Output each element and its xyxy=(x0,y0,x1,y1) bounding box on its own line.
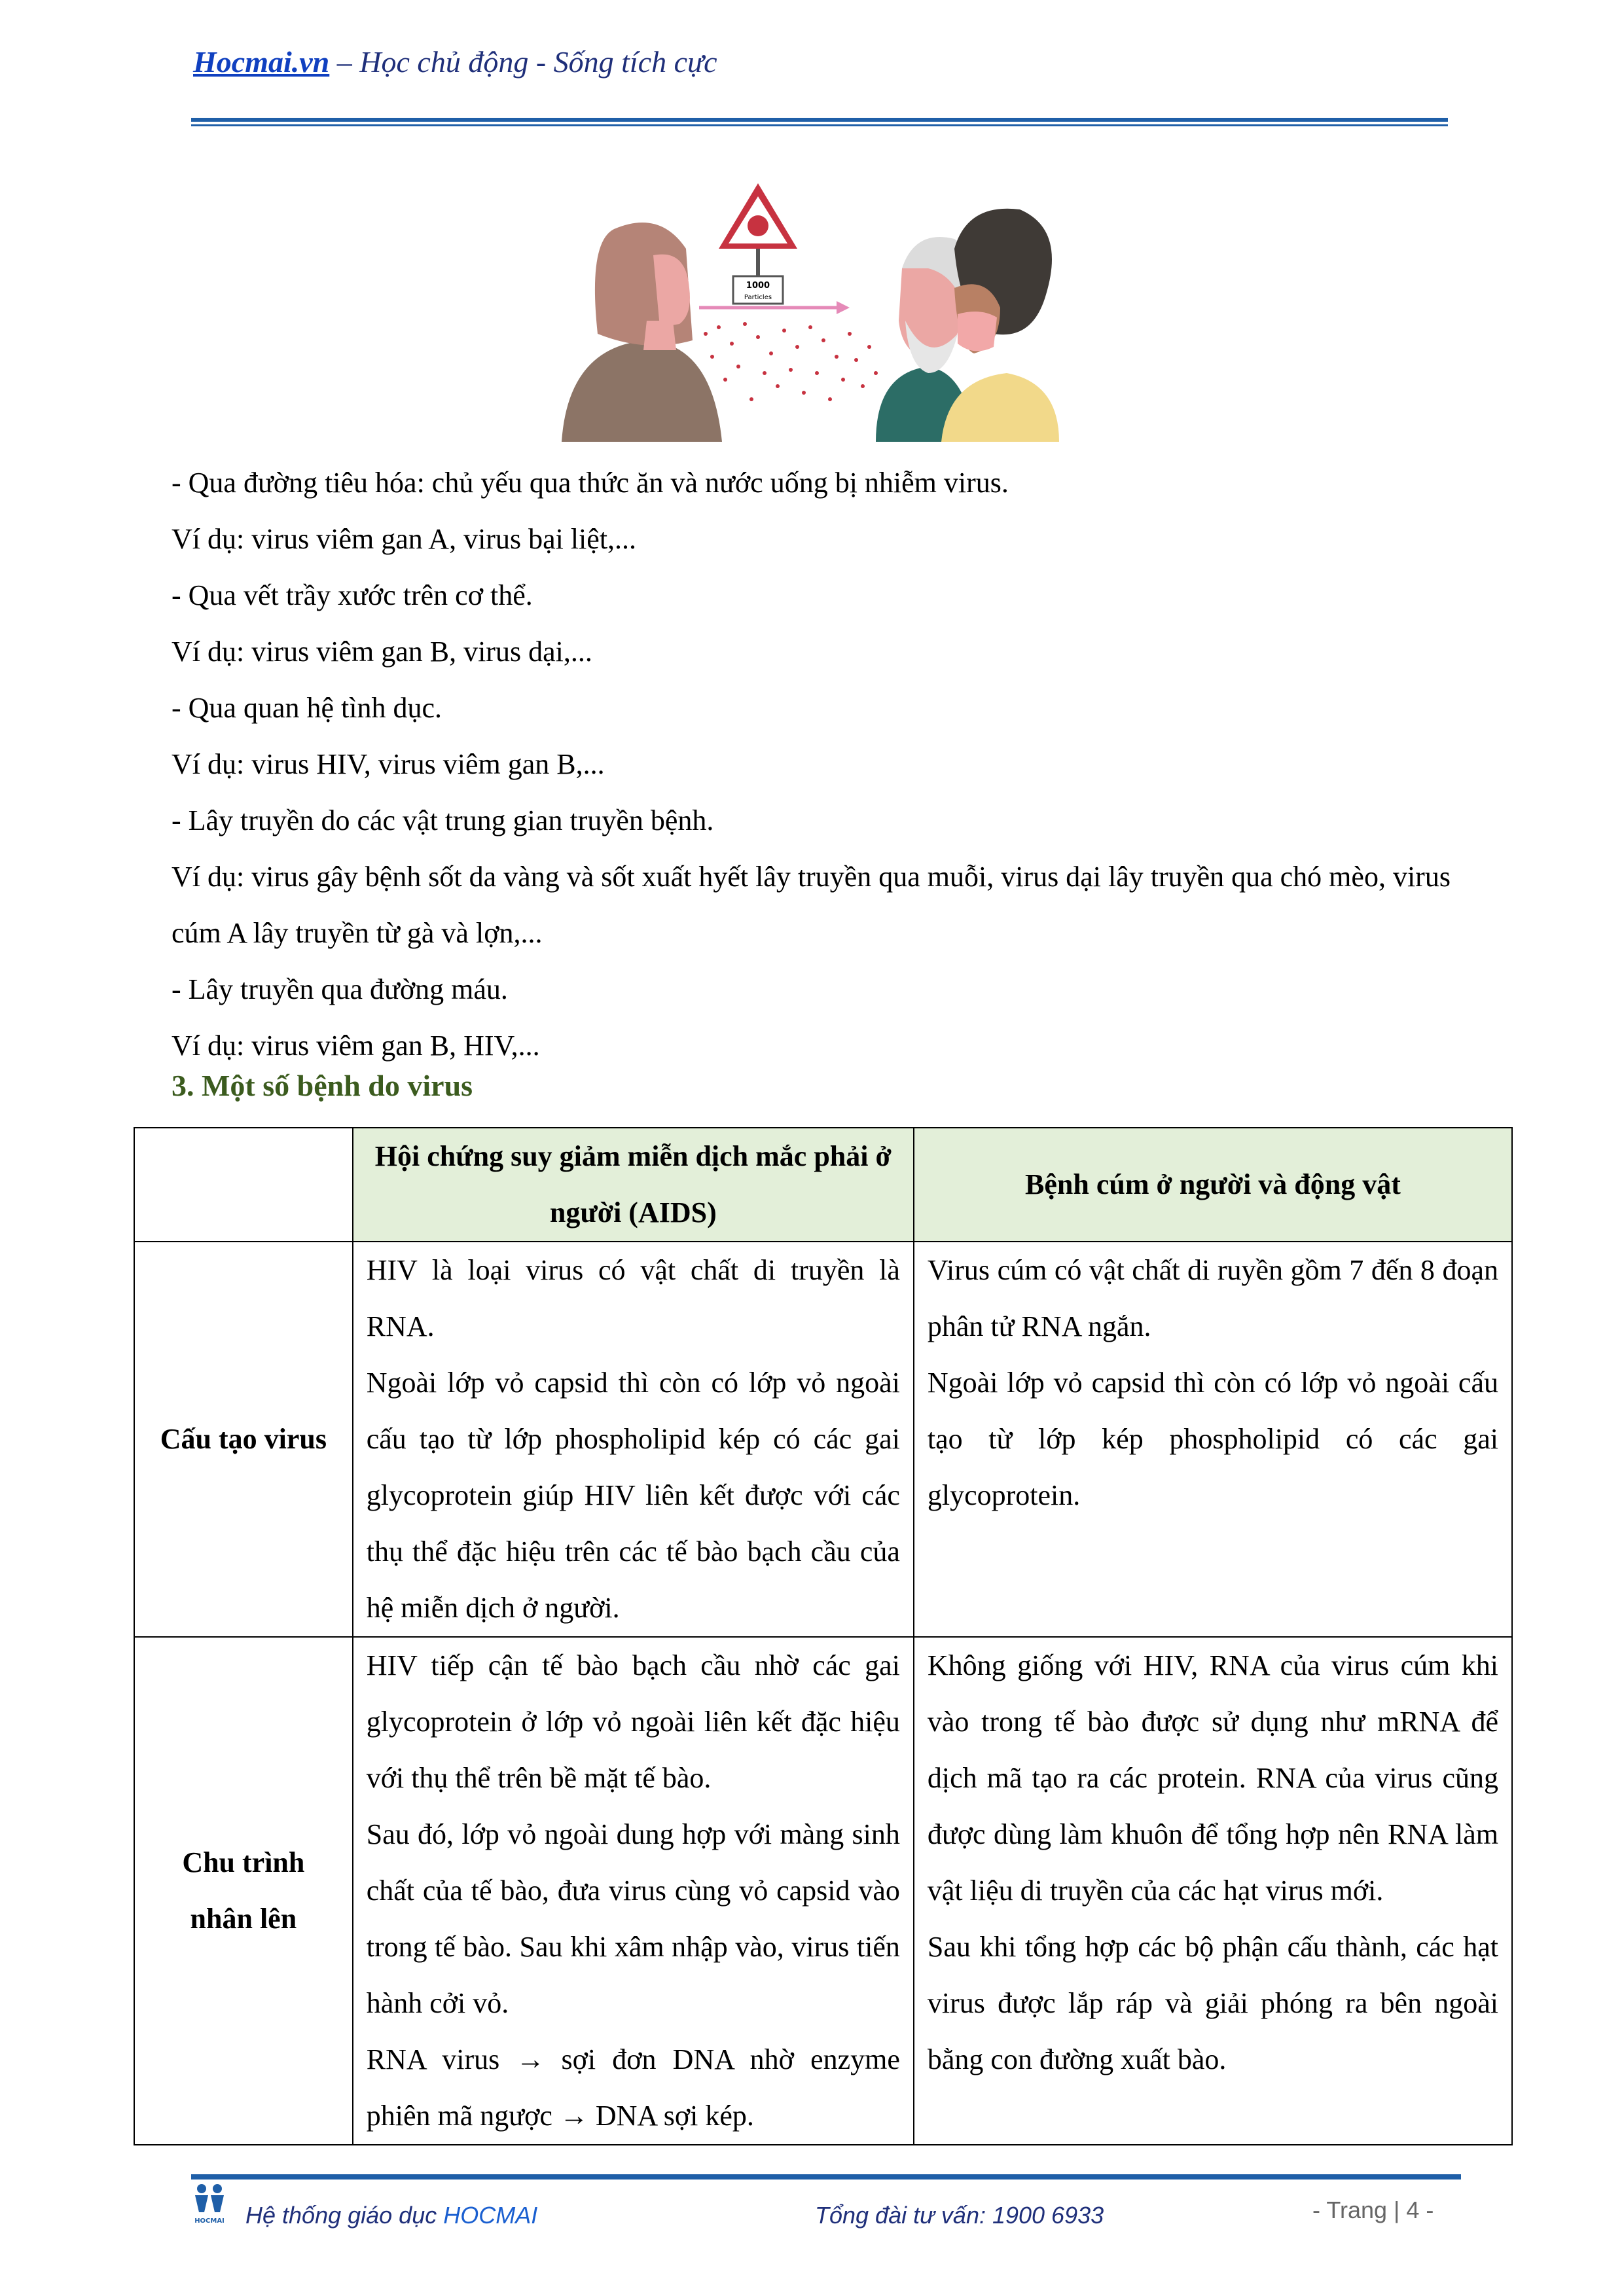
cell-paragraph: HIV là loại virus có vật chất di truyền là RNA. xyxy=(366,1254,900,1342)
site-link[interactable]: Hocmai.vn xyxy=(193,45,330,79)
cell-paragraph: Virus cúm có vật chất di ruyền gồm 7 đến 8 đoạn phân tử RNA ngắn. xyxy=(927,1254,1498,1342)
table-row xyxy=(134,1242,1512,1637)
hocmai-logo-icon xyxy=(190,2179,229,2225)
paragraph: Ví dụ: virus gây bệnh sốt da vàng và sốt xuất hyết lây truyền qua muỗi, virus dại lây truyền qua chó mèo, virus cúm A lây truyền từ gà và lợn,... xyxy=(171,861,1451,949)
paragraph: - Qua vết trầy xước trên cơ thể. xyxy=(171,579,533,611)
particles xyxy=(704,322,891,401)
body-text xyxy=(171,455,1474,1074)
paragraph: Ví dụ: virus HIV, virus viêm gan B,... xyxy=(171,748,605,780)
warning-sign xyxy=(719,183,797,304)
row-label-structure: Cấu tạo virus xyxy=(134,1242,353,1637)
sign-number: 1000 xyxy=(746,281,770,291)
footer-brand: HOCMAI xyxy=(443,2202,538,2229)
woman-body xyxy=(562,340,722,442)
row-label-replication: Chu trình nhân lên xyxy=(134,1637,353,2145)
footer-prefix: Hệ thống giáo dục xyxy=(245,2202,444,2229)
logo-text: HOCMAI xyxy=(194,2217,225,2225)
table-cell xyxy=(353,1637,914,2145)
cell-paragraph: Ngoài lớp vỏ capsid thì còn có lớp vỏ ngoài cấu tạo từ lớp kép phospholipid có các gai glycoprotein. xyxy=(927,1367,1498,1511)
page-number: - Trang | 4 - xyxy=(1312,2197,1434,2223)
paragraph: - Qua quan hệ tình dục. xyxy=(171,692,442,724)
paragraph: - Lây truyền qua đường máu. xyxy=(171,973,508,1005)
header-rule xyxy=(191,118,1448,122)
table-header-aids: Hội chứng suy giảm miễn dịch mắc phải ở người (AIDS) xyxy=(353,1128,914,1242)
cell-paragraph: Sau khi tổng hợp các bộ phận cấu thành, các hạt virus được lắp ráp và giải phóng ra bên ngoài bằng con đường xuất bào. xyxy=(927,1931,1498,2075)
table-header-flu: Bệnh cúm ở người và động vật xyxy=(914,1128,1512,1242)
footer-hotline: Tổng đài tư vấn: 1900 6933 xyxy=(815,2202,1104,2229)
paragraph: - Lây truyền do các vật trung gian truyền bệnh. xyxy=(171,804,714,836)
woman2-body xyxy=(941,373,1059,442)
cell-paragraph: Không giống với HIV, RNA của virus cúm khi vào trong tế bào được sử dụng như mRNA để dịch mã tạo ra các protein. RNA của virus cũng được dùng làm khuôn để tổng hợp nên RNA làm vật liệu di truyền của các hạt virus mới. xyxy=(927,1649,1498,1907)
section-heading: 3. Một số bệnh do virus xyxy=(171,1069,473,1102)
table-cell xyxy=(353,1242,914,1637)
slogan: – Học chủ động - Sống tích cực xyxy=(329,45,717,79)
table-cell xyxy=(914,1637,1512,2145)
paragraph: - Qua đường tiêu hóa: chủ yếu qua thức ăn và nước uống bị nhiễm virus. xyxy=(171,467,1009,499)
table-row xyxy=(134,1637,1512,2145)
table-cell xyxy=(914,1242,1512,1637)
paragraph: Ví dụ: virus viêm gan B, HIV,... xyxy=(171,1030,540,1062)
paragraph: Ví dụ: virus viêm gan B, virus dại,... xyxy=(171,636,592,668)
cell-paragraph: HIV tiếp cận tế bào bạch cầu nhờ các gai glycoprotein ở lớp vỏ ngoài liên kết đặc hiệu với thụ thể trên bề mặt tế bào. xyxy=(366,1649,900,1794)
header-brand xyxy=(193,45,717,79)
cell-paragraph: RNA virus → sợi đơn DNA nhờ enzyme phiên mã ngược → DNA sợi kép. xyxy=(366,2043,900,2132)
paragraph: Ví dụ: virus viêm gan A, virus bại liệt,... xyxy=(171,523,637,555)
header-rule-thin xyxy=(191,124,1448,126)
woman2-mask xyxy=(958,312,997,351)
cell-paragraph: Ngoài lớp vỏ capsid thì còn có lớp vỏ ngoài cấu tạo từ lớp phospholipid kép có các gai glycoprotein giúp HIV liên kết được với các thụ thể đặc hiệu trên các tế bào bạch cầu của hệ miễn dịch ở người. xyxy=(366,1367,900,1624)
table-header-empty xyxy=(134,1128,353,1242)
table-header-row xyxy=(134,1128,1512,1242)
virus-comparison-table xyxy=(134,1127,1513,2145)
virus-transmission-illustration xyxy=(562,177,1066,442)
footer-rule xyxy=(191,2174,1461,2179)
footer-organization xyxy=(245,2202,537,2229)
cell-paragraph: Sau đó, lớp vỏ ngoài dung hợp với màng sinh chất của tế bào, đưa virus cùng vỏ capsid vào trong tế bào. Sau khi xâm nhập vào, virus tiến hành cởi vỏ. xyxy=(366,1818,900,2019)
woman-neck xyxy=(643,321,676,350)
sign-caption: Particles xyxy=(744,294,772,301)
